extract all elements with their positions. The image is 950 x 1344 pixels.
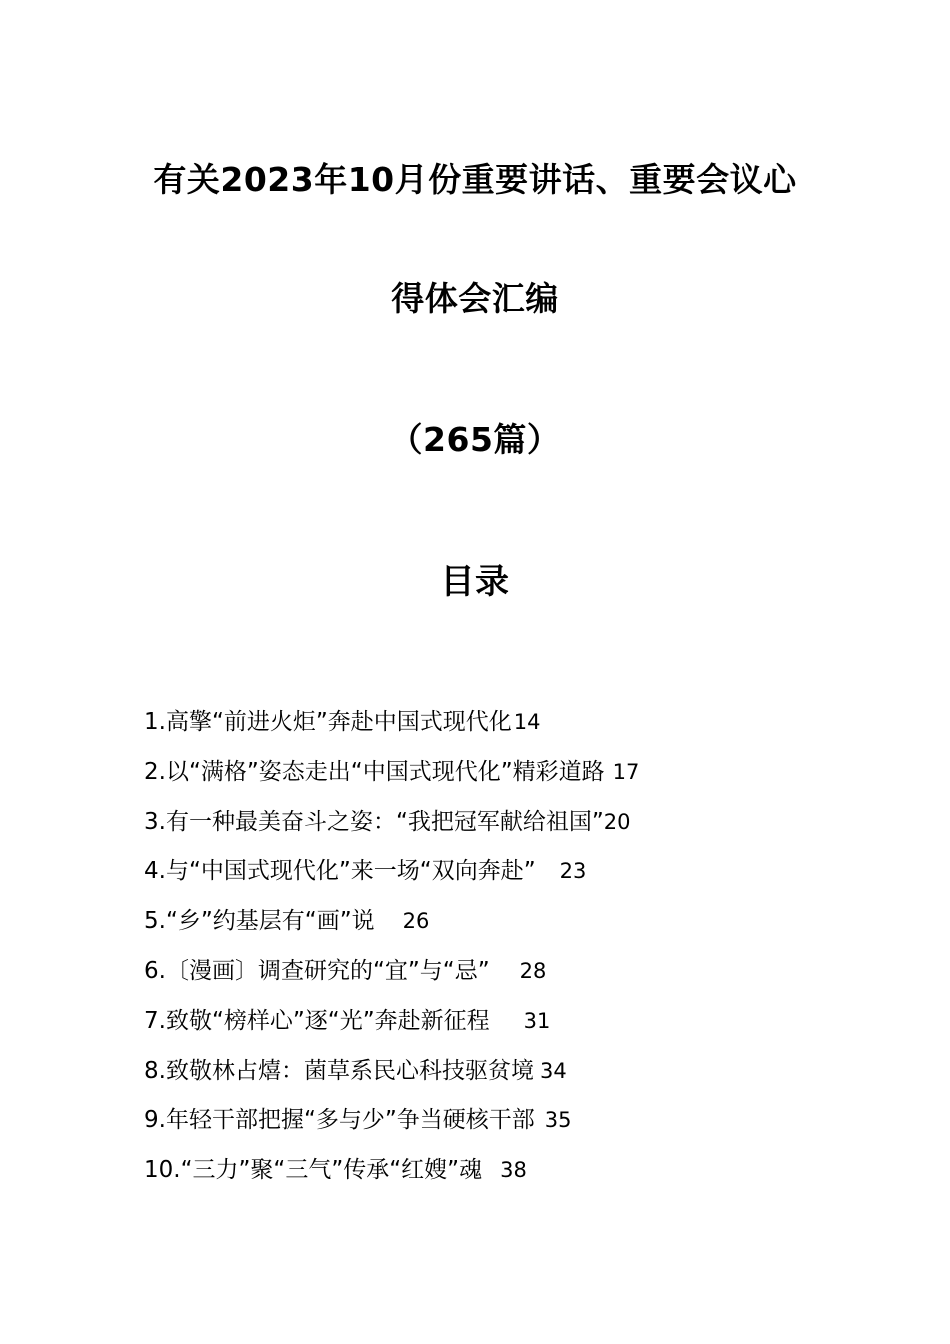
toc-item-title: 4.与“中国式现代化”来一场“双向奔赴”: [144, 858, 536, 885]
document-title-line-2: 得体会汇编: [391, 279, 559, 318]
toc-item-title: 9.年轻干部把握“多与少”争当硬核干部: [144, 1107, 535, 1134]
toc-item-9[interactable]: [144, 1100, 844, 1150]
toc-item-page-number: 17: [612, 759, 640, 784]
toc-item-page-number: 35: [544, 1108, 572, 1133]
toc-item-page-number: 26: [402, 909, 430, 934]
toc-item-title: 5.“乡”约基层有“画”说: [144, 908, 375, 935]
toc-item-page-number: 34: [539, 1058, 567, 1083]
toc-item-6[interactable]: [144, 951, 844, 1001]
toc-item-title: 1.高擎“前进火炬”奔赴中国式现代化: [144, 709, 512, 735]
toc-item-page-number: 14: [513, 710, 541, 734]
toc-item-5[interactable]: [144, 901, 844, 951]
toc-item-page-number: 23: [559, 859, 587, 884]
toc-item-1[interactable]: [144, 702, 844, 752]
toc-heading: 目录: [440, 562, 510, 602]
toc-item-title: 7.致敬“榜样心”逐“光”奔赴新征程: [144, 1007, 490, 1034]
toc-item-2[interactable]: [144, 752, 844, 802]
toc-item-title: 10.“三力”聚“三气”传承“红嫂”魂: [144, 1157, 483, 1184]
toc-item-page-number: 28: [519, 958, 547, 983]
toc-item-page-number: 31: [523, 1008, 551, 1033]
toc-item-8[interactable]: [144, 1051, 844, 1101]
toc-item-title: 3.有一种最美奋斗之姿：“我把冠军献给祖国”: [144, 808, 604, 835]
toc-item-title: 6.〔漫画〕调查研究的“宜”与“忌”: [144, 957, 490, 984]
toc-item-4[interactable]: [144, 851, 844, 901]
toc-item-title: 8.致敬林占熺：菌草系民心科技驱贫境: [144, 1057, 534, 1084]
toc-item-3[interactable]: [144, 802, 844, 852]
toc-item-7[interactable]: [144, 1001, 844, 1051]
toc-item-title: 2.以“满格”姿态走出“中国式现代化”精彩道路: [144, 758, 605, 785]
document-title-line-1: 有关2023年10月份重要讲话、重要会议心: [153, 160, 797, 199]
toc-item-10[interactable]: [144, 1150, 844, 1200]
toc-item-page-number: 20: [603, 809, 631, 834]
toc-item-page-number: 38: [500, 1158, 527, 1183]
table-of-contents: [144, 702, 844, 1200]
document-subtitle: （265篇）: [389, 420, 561, 459]
